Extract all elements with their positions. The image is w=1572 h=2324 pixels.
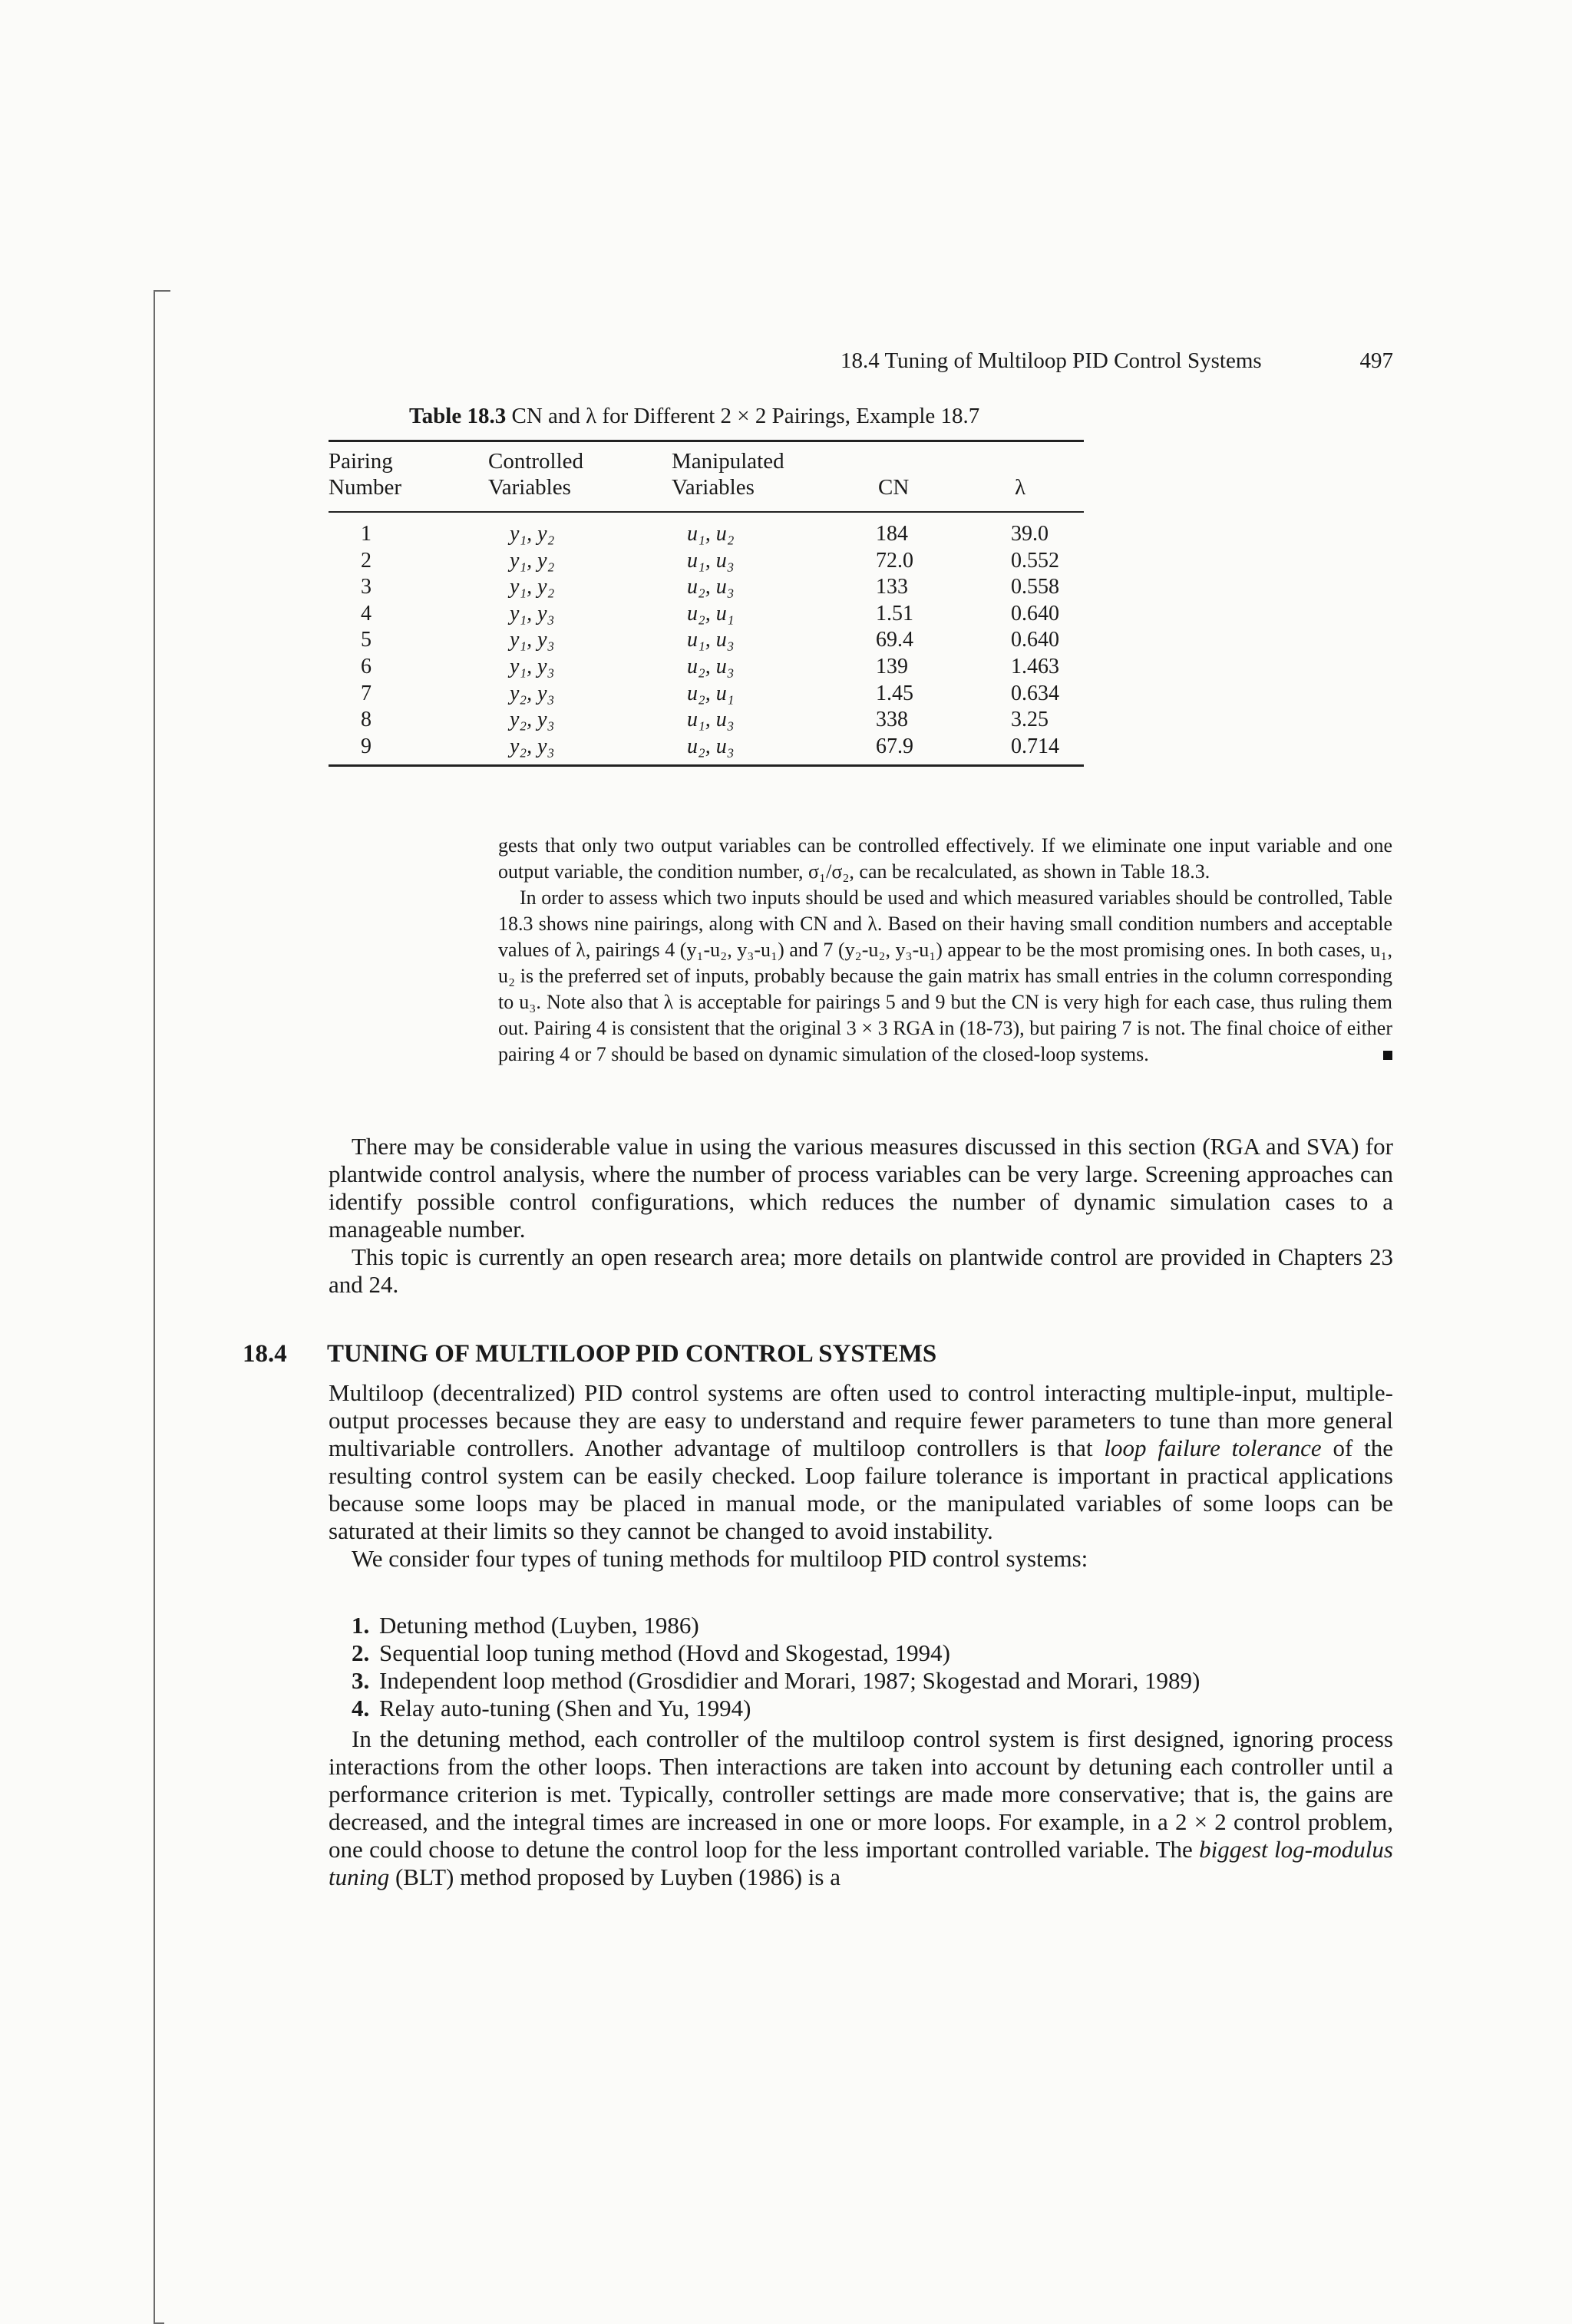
cn-cell: 133 [876, 575, 908, 599]
pairing-number-cell: 1 [361, 522, 372, 546]
tuning-method-list [352, 1612, 1395, 1722]
cn-cell: 139 [876, 655, 908, 678]
table-row [0, 681, 1572, 707]
manipulated-variables-cell: u₂, u₃ [687, 655, 735, 678]
pairing-number-cell: 4 [361, 601, 372, 626]
cn-cell: 184 [876, 522, 908, 546]
running-head [840, 348, 1393, 374]
controlled-variables-cell: y₂, y₃ [510, 681, 555, 705]
cn-cell: 69.4 [876, 628, 913, 652]
body-paragraph: This topic is currently an open research area; more details on plantwide control are provided in Chapters 23 and 24. [329, 1243, 1393, 1298]
section-number: 18.4 [243, 1340, 287, 1368]
scan-page-edge-top [154, 290, 170, 292]
header-cn: CN [878, 475, 910, 500]
cn-cell: 1.51 [876, 601, 913, 626]
controlled-variables-cell: y₁, y₃ [510, 601, 555, 626]
header-controlled-variables: Controlled Variables [488, 449, 584, 500]
body-paragraph: There may be considerable value in using the various measures discussed in this section (RGA and SVA) for plantwide control analysis, where the number of process variables can be very large. Screening approaches can identify possible control configurations, which reduces the number of dynamic simulation cases to a manageable number. [329, 1133, 1393, 1243]
table-row [0, 521, 1572, 547]
lambda-cell: 0.640 [1011, 628, 1059, 652]
header-pairing-number: Pairing Number [329, 449, 402, 500]
manipulated-variables-cell: u₁, u₃ [687, 628, 735, 652]
table-row [0, 574, 1572, 600]
manipulated-variables-cell: u₁, u₂ [687, 522, 735, 546]
section-intro [329, 1379, 1393, 1573]
table-caption-text: CN and λ for Different 2 × 2 Pairings, Example 18.7 [511, 404, 980, 428]
list-item: 2. Sequential loop tuning method (Hovd and Skogestad, 1994) [352, 1639, 950, 1666]
pairing-number-cell: 9 [361, 734, 372, 758]
manipulated-variables-cell: u₂, u₁ [687, 681, 735, 705]
table-row [0, 707, 1572, 733]
pairing-number-cell: 8 [361, 708, 372, 732]
table-row [0, 548, 1572, 574]
controlled-variables-cell: y₁, y₃ [510, 655, 555, 678]
controlled-variables-cell: y₁, y₂ [510, 548, 555, 573]
table-row [0, 654, 1572, 680]
table-row [0, 734, 1572, 760]
cn-cell: 1.45 [876, 681, 913, 705]
controlled-variables-cell: y₂, y₃ [510, 708, 555, 732]
example-paragraph: In order to assess which two inputs should be used and which measured variables should be controlled, Table 18.3 shows nine pairings, along with CN and λ. Based on their having small condition numbers and acceptable values of λ, pairings 4 (y₁-u₂, y₃-u₁) and 7 (y₂-u₂, y₃-u₁) appear to be the most promising ones. In both cases, u₁, u₂ is the preferred set of inputs, probably because the gain matrix has small entries in the column corresponding to u₃. Note also that λ is acceptable for pairings 5 and 9 but the CN is very high for each case, thus ruling them out. Pairing 4 is consistent that the original 3 × 3 RGA in (18-73), but pairing 7 is not. The final choice of either pairing 4 or 7 should be based on dynamic simulation of the closed-loop systems. [498, 886, 1392, 1065]
list-item: 1. Detuning method (Luyben, 1986) [352, 1612, 699, 1639]
controlled-variables-cell: y₁, y₃ [510, 628, 555, 652]
lambda-cell: 0.634 [1011, 681, 1059, 705]
detuning-paragraph-block [329, 1725, 1393, 1891]
page-number: 497 [1359, 348, 1393, 373]
manipulated-variables-cell: u₁, u₃ [687, 708, 735, 732]
controlled-variables-cell: y₁, y₂ [510, 575, 555, 599]
list-item: 4. Relay auto-tuning (Shen and Yu, 1994) [352, 1695, 751, 1722]
example-paragraph: gests that only two output variables can be controlled effectively. If we eliminate one input variable and one output variable, the condition number, σ₁/σ₂, can be recalculated, as shown in Table 18.3. [498, 834, 1392, 883]
body-paragraph: We consider four types of tuning methods for multiloop PID control systems: [352, 1545, 1088, 1572]
body-paragraph: In the detuning method, each controller of the multiloop control system is first designed, ignoring process interactions from the other loops. Then interactions are taken into account by detuning each controller until a performance criterion is met. Typically, controller settings are made more conservative; that is, the gains are decreased, and the integral times are increased in one or more loops. For example, in a 2 × 2 control problem, one could choose to detune the control loop for the less important controlled variable. The biggest log-modulus tuning (BLT) method proposed by Luyben (1986) is a [329, 1725, 1393, 1890]
cn-cell: 67.9 [876, 734, 913, 758]
body-paragraph: Multiloop (decentralized) PID control systems are often used to control interacting multiple-input, multiple-output processes because they are easy to understand and require fewer parameters to tune than more general multivariable controllers. Another advantage of multiloop controllers is that loop failure tolerance of the resulting control system can be easily checked. Loop failure tolerance is important in practical applications because some loops may be placed in manual mode, or the manipulated variables of some loops can be saturated at their limits so they cannot be changed to avoid instability. [329, 1379, 1393, 1544]
controlled-variables-cell: y₁, y₂ [510, 522, 555, 546]
pairing-number-cell: 5 [361, 628, 372, 652]
pairing-number-cell: 6 [361, 655, 372, 678]
running-head-title: 18.4 Tuning of Multiloop PID Control Systems [840, 348, 1262, 373]
manipulated-variables-cell: u₂, u₁ [687, 601, 735, 626]
manipulated-variables-cell: u₂, u₃ [687, 575, 735, 599]
lambda-cell: 0.558 [1011, 575, 1059, 599]
section-title: TUNING OF MULTILOOP PID CONTROL SYSTEMS [327, 1340, 937, 1368]
plantwide-discussion [329, 1133, 1393, 1299]
lambda-cell: 0.640 [1011, 601, 1059, 626]
table-caption [409, 404, 979, 429]
lambda-cell: 0.714 [1011, 734, 1059, 758]
cn-cell: 338 [876, 708, 908, 732]
controlled-variables-cell: y₂, y₃ [510, 734, 555, 758]
header-lambda: λ [1015, 475, 1026, 500]
header-manipulated-variables: Manipulated Variables [672, 449, 784, 500]
list-item: 3. Independent loop method (Grosdidier and Morari, 1987; Skogestad and Morari, 1989) [352, 1667, 1200, 1694]
pairing-number-cell: 2 [361, 548, 372, 573]
example-continuation [498, 833, 1392, 1068]
lambda-cell: 3.25 [1011, 708, 1049, 732]
manipulated-variables-cell: u₁, u₃ [687, 548, 735, 573]
pairing-number-cell: 3 [361, 575, 372, 599]
table-bottom-rule [329, 764, 1084, 767]
pairing-number-cell: 7 [361, 681, 372, 705]
table-caption-label: Table 18.3 [409, 404, 507, 428]
table-top-rule [329, 440, 1084, 442]
lambda-cell: 1.463 [1011, 655, 1059, 678]
manipulated-variables-cell: u₂, u₃ [687, 734, 735, 758]
cn-cell: 72.0 [876, 548, 913, 573]
table-header-rule [329, 511, 1084, 513]
table-row [0, 627, 1572, 653]
end-of-example-icon [1383, 1051, 1392, 1060]
table-row [0, 601, 1572, 627]
lambda-cell: 39.0 [1011, 522, 1049, 546]
lambda-cell: 0.552 [1011, 548, 1059, 573]
